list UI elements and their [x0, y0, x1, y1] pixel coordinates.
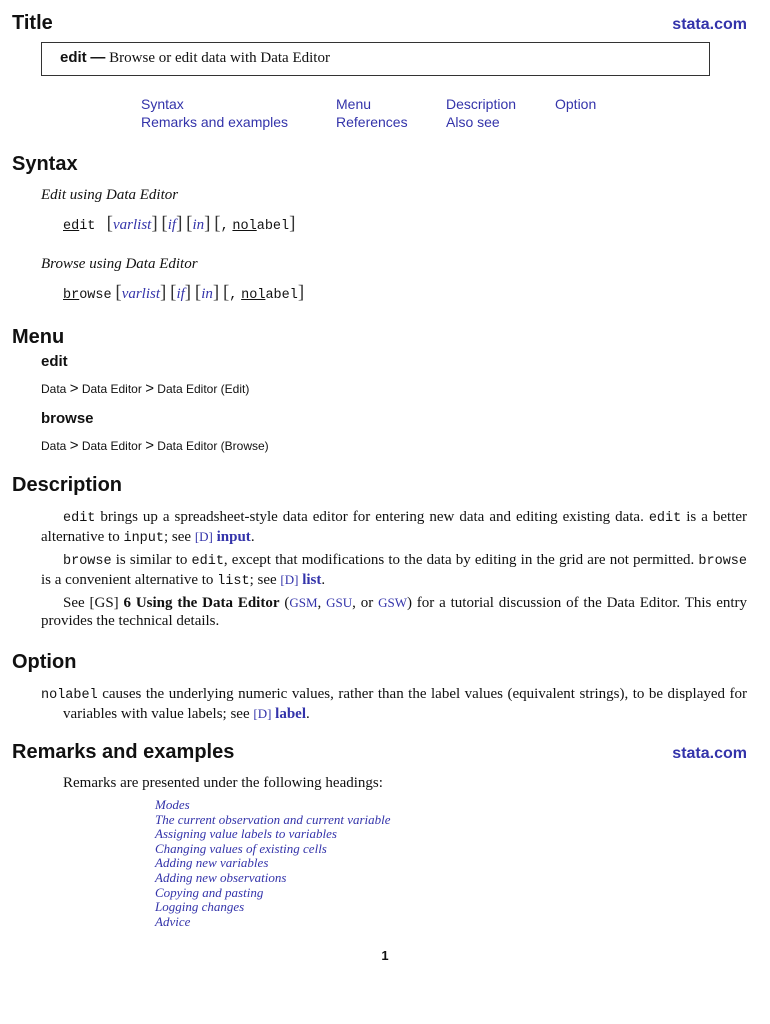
paragraph-text: ; see — [249, 572, 277, 588]
nolabel-abbrev: nol — [241, 288, 266, 303]
cmd-browse: browse — [698, 554, 747, 569]
nolabel-abbrev: nol — [232, 219, 257, 234]
toc-item[interactable]: Assigning value labels to variables — [155, 826, 337, 842]
bracket-open: [ — [161, 213, 168, 234]
nav-option[interactable]: Option — [555, 96, 597, 112]
options-comma: , — [220, 219, 229, 234]
gsu-link[interactable]: GSU — [326, 595, 353, 610]
gsm-link[interactable]: GSM — [289, 595, 318, 610]
title-dash: — — [90, 49, 106, 66]
nav-also-see[interactable]: Also see — [446, 114, 500, 130]
menu-path-item: Data Editor — [81, 382, 142, 396]
paragraph-text: ; see — [163, 529, 192, 545]
toc-item[interactable]: Advice — [155, 913, 191, 929]
edit-syntax-line — [63, 213, 295, 235]
menu-path-item: Data — [41, 439, 67, 453]
paragraph-end: . — [306, 706, 310, 722]
stata-link[interactable]: stata.com — [672, 745, 747, 762]
edit-cmd-abbrev: ed — [63, 219, 80, 234]
browse-cmd-rest: owse — [79, 288, 112, 303]
paragraph-text: is a convenient alternative to — [41, 572, 214, 588]
cmd-edit: edit — [63, 511, 96, 526]
paragraph-text: is a better alternative to — [41, 509, 748, 545]
page-title: Title — [12, 12, 53, 34]
remarks-heading: Remarks and examples — [12, 741, 235, 763]
bracket-open: [ — [170, 282, 177, 303]
paragraph-end: . — [321, 572, 326, 588]
in-link[interactable]: in — [201, 286, 213, 302]
input-link[interactable]: input — [216, 529, 251, 545]
if-link[interactable]: if — [167, 217, 177, 233]
cmd-edit: edit — [648, 511, 682, 526]
edit-cmd-rest: it — [79, 219, 96, 234]
option-text: causes the underlying numeric values, rather than the label values (equivalent strings), to be displayed for variables with value labels; see — [63, 686, 747, 722]
menu-path-separator: > — [69, 380, 79, 397]
nav-syntax[interactable]: Syntax — [141, 96, 184, 112]
title-box-text — [60, 49, 330, 67]
menu-edit-label: edit — [41, 353, 68, 370]
manual-ref[interactable]: [D] — [253, 706, 272, 721]
varlist-link[interactable]: varlist — [112, 217, 152, 233]
page-number: 1 — [381, 948, 389, 963]
bracket-open: [ — [115, 282, 122, 303]
cmd-list: list — [217, 574, 250, 589]
toc-item[interactable]: Copying and pasting — [155, 884, 264, 900]
paragraph-text: brings up a spreadsheet-style data editor for entering new data and editing existing data. — [100, 509, 644, 525]
cmd-browse: browse — [63, 554, 112, 569]
menu-path-separator: > — [145, 437, 154, 454]
menu-path-item: Data Editor (Edit) — [157, 382, 250, 396]
menu-browse-path — [41, 437, 269, 454]
comma: , or — [352, 595, 374, 611]
if-link[interactable]: if — [176, 286, 185, 302]
toc-item[interactable]: Changing values of existing cells — [155, 840, 327, 856]
menu-path-separator: > — [69, 437, 79, 454]
toc-item[interactable]: Adding new observations — [155, 869, 287, 885]
menu-path-separator: > — [145, 380, 154, 397]
menu-path-item: Data — [41, 382, 67, 396]
bracket-close: ] — [204, 213, 211, 234]
label-link[interactable]: label — [275, 706, 306, 722]
syntax-heading: Syntax — [12, 153, 78, 175]
option-name: nolabel — [41, 688, 98, 703]
browse-cmd-abbrev: br — [63, 288, 80, 303]
option-heading: Option — [12, 651, 77, 673]
menu-browse-label: browse — [41, 410, 94, 427]
browse-syntax-subheading: Browse using Data Editor — [41, 256, 198, 272]
title-box — [41, 42, 710, 76]
bracket-close: ] — [151, 213, 158, 234]
menu-heading: Menu — [12, 326, 65, 348]
description-paragraph-3 — [41, 594, 747, 630]
bracket-close: ] — [184, 282, 192, 303]
nav-menu[interactable]: Menu — [336, 96, 372, 112]
list-link[interactable]: list — [302, 572, 322, 588]
bracket-close: ] — [212, 282, 220, 303]
bracket-close: ] — [160, 282, 167, 303]
nav-description[interactable]: Description — [446, 96, 517, 112]
menu-path-item: Data Editor — [81, 439, 142, 453]
manual-ref[interactable]: [D] — [194, 529, 213, 544]
command-description: Browse or edit data with Data Editor — [109, 50, 330, 66]
comma: , — [317, 595, 322, 611]
in-link[interactable]: in — [192, 217, 205, 233]
bracket-close: ] — [176, 213, 183, 234]
nolabel-rest: abel — [265, 288, 298, 303]
bracket-open: [ — [214, 213, 221, 234]
nav-references[interactable]: References — [336, 114, 408, 130]
cmd-input: input — [123, 531, 164, 546]
toc-item[interactable]: The current observation and current variable — [155, 811, 391, 827]
bracket-close: ] — [289, 213, 296, 234]
menu-path-item: Data Editor (Browse) — [157, 439, 269, 453]
nav-remarks[interactable]: Remarks and examples — [141, 114, 289, 130]
gsw-link[interactable]: GSW — [378, 595, 407, 610]
remarks-toc — [155, 798, 391, 929]
command-name: edit — [60, 49, 87, 66]
bracket-open: [ — [186, 213, 193, 234]
bracket-open: [ — [222, 282, 230, 303]
description-paragraph-2 — [41, 551, 747, 591]
remarks-intro: Remarks are presented under the following headings: — [63, 775, 383, 791]
paragraph-text: See [GS] — [63, 595, 119, 611]
paragraph-text: , except that modifications to the data by editing in the grid are not permitted. — [223, 552, 695, 568]
toc-item[interactable]: Logging changes — [155, 899, 245, 915]
paragraph-end: . — [250, 529, 255, 545]
toc-item[interactable]: Modes — [155, 797, 190, 812]
stata-link[interactable]: stata.com — [672, 16, 747, 33]
bracket-open: [ — [194, 282, 202, 303]
menu-edit-path — [41, 380, 249, 397]
bracket-close: ] — [297, 282, 305, 303]
options-comma: , — [229, 288, 238, 303]
paren: ( — [284, 595, 290, 611]
toc-item[interactable]: Adding new variables — [155, 855, 269, 871]
paragraph-text: is similar to — [115, 552, 188, 568]
edit-syntax-subheading: Edit using Data Editor — [41, 187, 179, 203]
description-paragraph-1 — [41, 508, 747, 548]
option-nolabel — [41, 685, 747, 723]
description-heading: Description — [12, 474, 123, 496]
manual-ref[interactable]: [D] — [280, 572, 299, 587]
gs-chapter-title: 6 Using the Data Editor — [123, 595, 280, 611]
cmd-edit: edit — [191, 554, 224, 569]
paragraph-text: ) for a tutorial discussion of the Data Editor. This entry provides the technical details. — [41, 595, 748, 629]
bracket-open: [ — [106, 213, 113, 234]
browse-syntax-line — [63, 282, 304, 304]
varlist-link[interactable]: varlist — [121, 286, 161, 302]
nolabel-rest: abel — [256, 219, 290, 234]
